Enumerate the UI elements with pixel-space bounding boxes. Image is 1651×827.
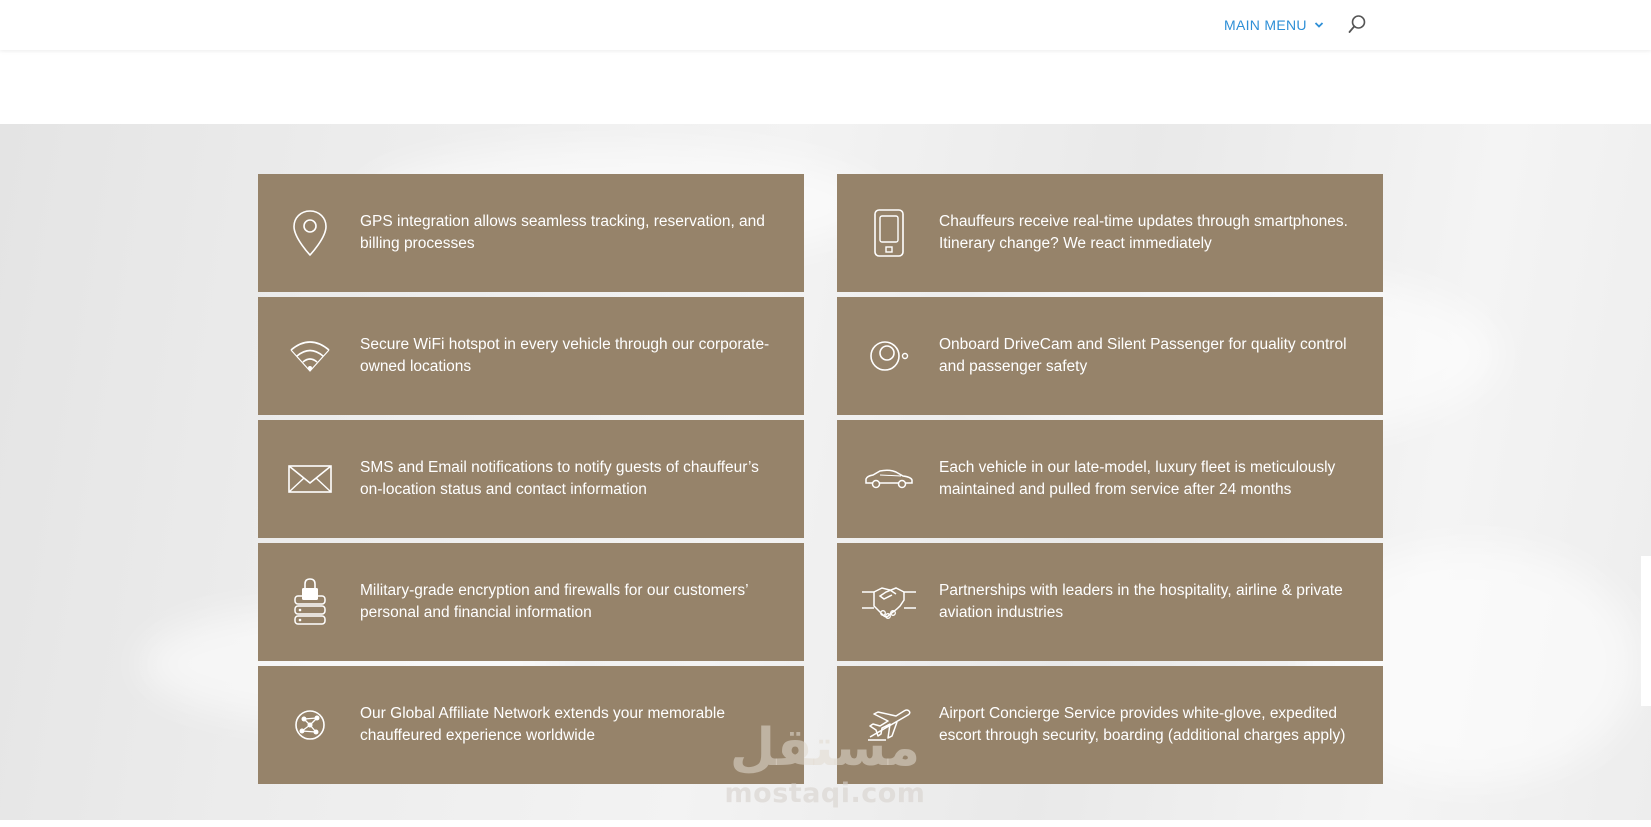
feature-text: Each vehicle in our late-model, luxury fleet is meticulously maintained and pulled from service after 24 months [939,459,1336,498]
wifi-icon [278,326,342,386]
airplane-icon [857,695,921,755]
top-navigation-bar [0,0,1651,50]
secure-server-icon [278,572,342,632]
feature-text: Airport Concierge Service provides white-glove, expedited escort through security, boarding (additional charges apply) [939,705,1346,744]
feature-card-encryption [258,543,804,661]
smartphone-icon [857,203,921,263]
feature-text: Partnerships with leaders in the hospitality, airline & private aviation industries [939,582,1343,621]
chevron-down-icon [1313,19,1325,31]
side-edge-tab [1641,556,1651,706]
car-icon [857,449,921,509]
feature-text: Our Global Affiliate Network extends your memorable chauffeured experience worldwide [360,705,725,744]
watermark-arabic-text: مستقل [729,718,921,778]
feature-text: SMS and Email notifications to notify guests of chauffeur’s on-location status and contact information [360,459,759,498]
watermark-latin-text: mostaqi.com [724,778,926,809]
location-pin-icon [278,203,342,263]
envelope-icon [278,449,342,509]
feature-text: Military-grade encryption and firewalls for our customers’ personal and financial information [360,582,748,621]
feature-text: Chauffeurs receive real-time updates through smartphones. Itinerary change? We react immediately [939,213,1348,252]
feature-card-gps [258,174,804,292]
main-menu-label: MAIN MENU [1224,17,1307,33]
features-grid [258,174,1383,784]
feature-card-global-network [258,666,804,784]
main-menu-button[interactable] [1224,14,1325,36]
feature-card-wifi [258,297,804,415]
feature-text: GPS integration allows seamless tracking, reservation, and billing processes [360,213,765,252]
search-icon[interactable] [1346,13,1368,35]
dashcam-icon [857,326,921,386]
feature-card-partnerships [837,543,1383,661]
feature-text: Onboard DriveCam and Silent Passenger for quality control and passenger safety [939,336,1347,375]
global-network-icon [278,695,342,755]
feature-card-smartphone [837,174,1383,292]
feature-text: Secure WiFi hotspot in every vehicle through our corporate-owned locations [360,336,770,375]
handshake-icon [857,572,921,632]
feature-card-drivecam [837,297,1383,415]
feature-card-notifications [258,420,804,538]
feature-card-airport-concierge [837,666,1383,784]
feature-card-fleet [837,420,1383,538]
